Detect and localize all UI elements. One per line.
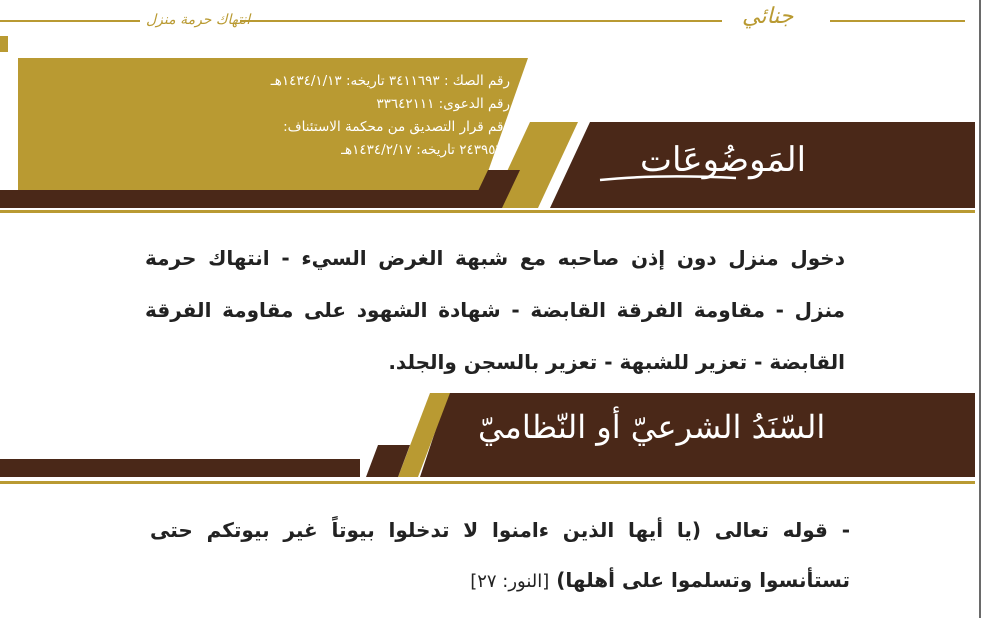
header-logo: جنائي	[742, 4, 794, 29]
basis-body	[150, 505, 850, 607]
header-subtitle: انتهاك حرمة منزل	[146, 12, 251, 28]
topics-title: المَوضُوعَات	[640, 140, 807, 180]
appeal-label: رقم قرار التصديق من محكمة الاستئناف:	[283, 119, 510, 135]
verse-citation: [النور: ٢٧]	[470, 571, 550, 592]
deed-number: رقم الصك : ٣٤١١٦٩٣ تاريخه: ١٤٣٤/١/١٣هـ	[270, 73, 510, 89]
topics-banner	[0, 110, 981, 220]
quran-verse: - قوله تعالى (يا أيها الذين ءامنوا لا تدخلوا بيوتاً غير بيوتكم حتى تستأنسوا وتسلموا على أهلها)	[150, 518, 850, 592]
topics-body: دخول منزل دون إذن صاحبه مع شبهة الغرض السيء - انتهاك حرمة منزل - مقاومة الفرقة القابضة - شهادة الشهود على مقاومة الفرقة القابضة - تعزير للشبهة - تعزير بالسجن والجلد.	[145, 246, 845, 374]
appeal-number: ٢٤٣٩٥٢٤ تاريخه: ١٤٣٤/٢/١٧هـ	[341, 142, 510, 158]
title-swash-icon	[598, 172, 738, 184]
basis-title: السّنَدُ الشرعيّ أو النّظاميّ	[478, 408, 826, 446]
page-header	[0, 0, 981, 40]
claim-number: رقم الدعوى: ٣٣٦٤٢١١١	[376, 96, 510, 112]
